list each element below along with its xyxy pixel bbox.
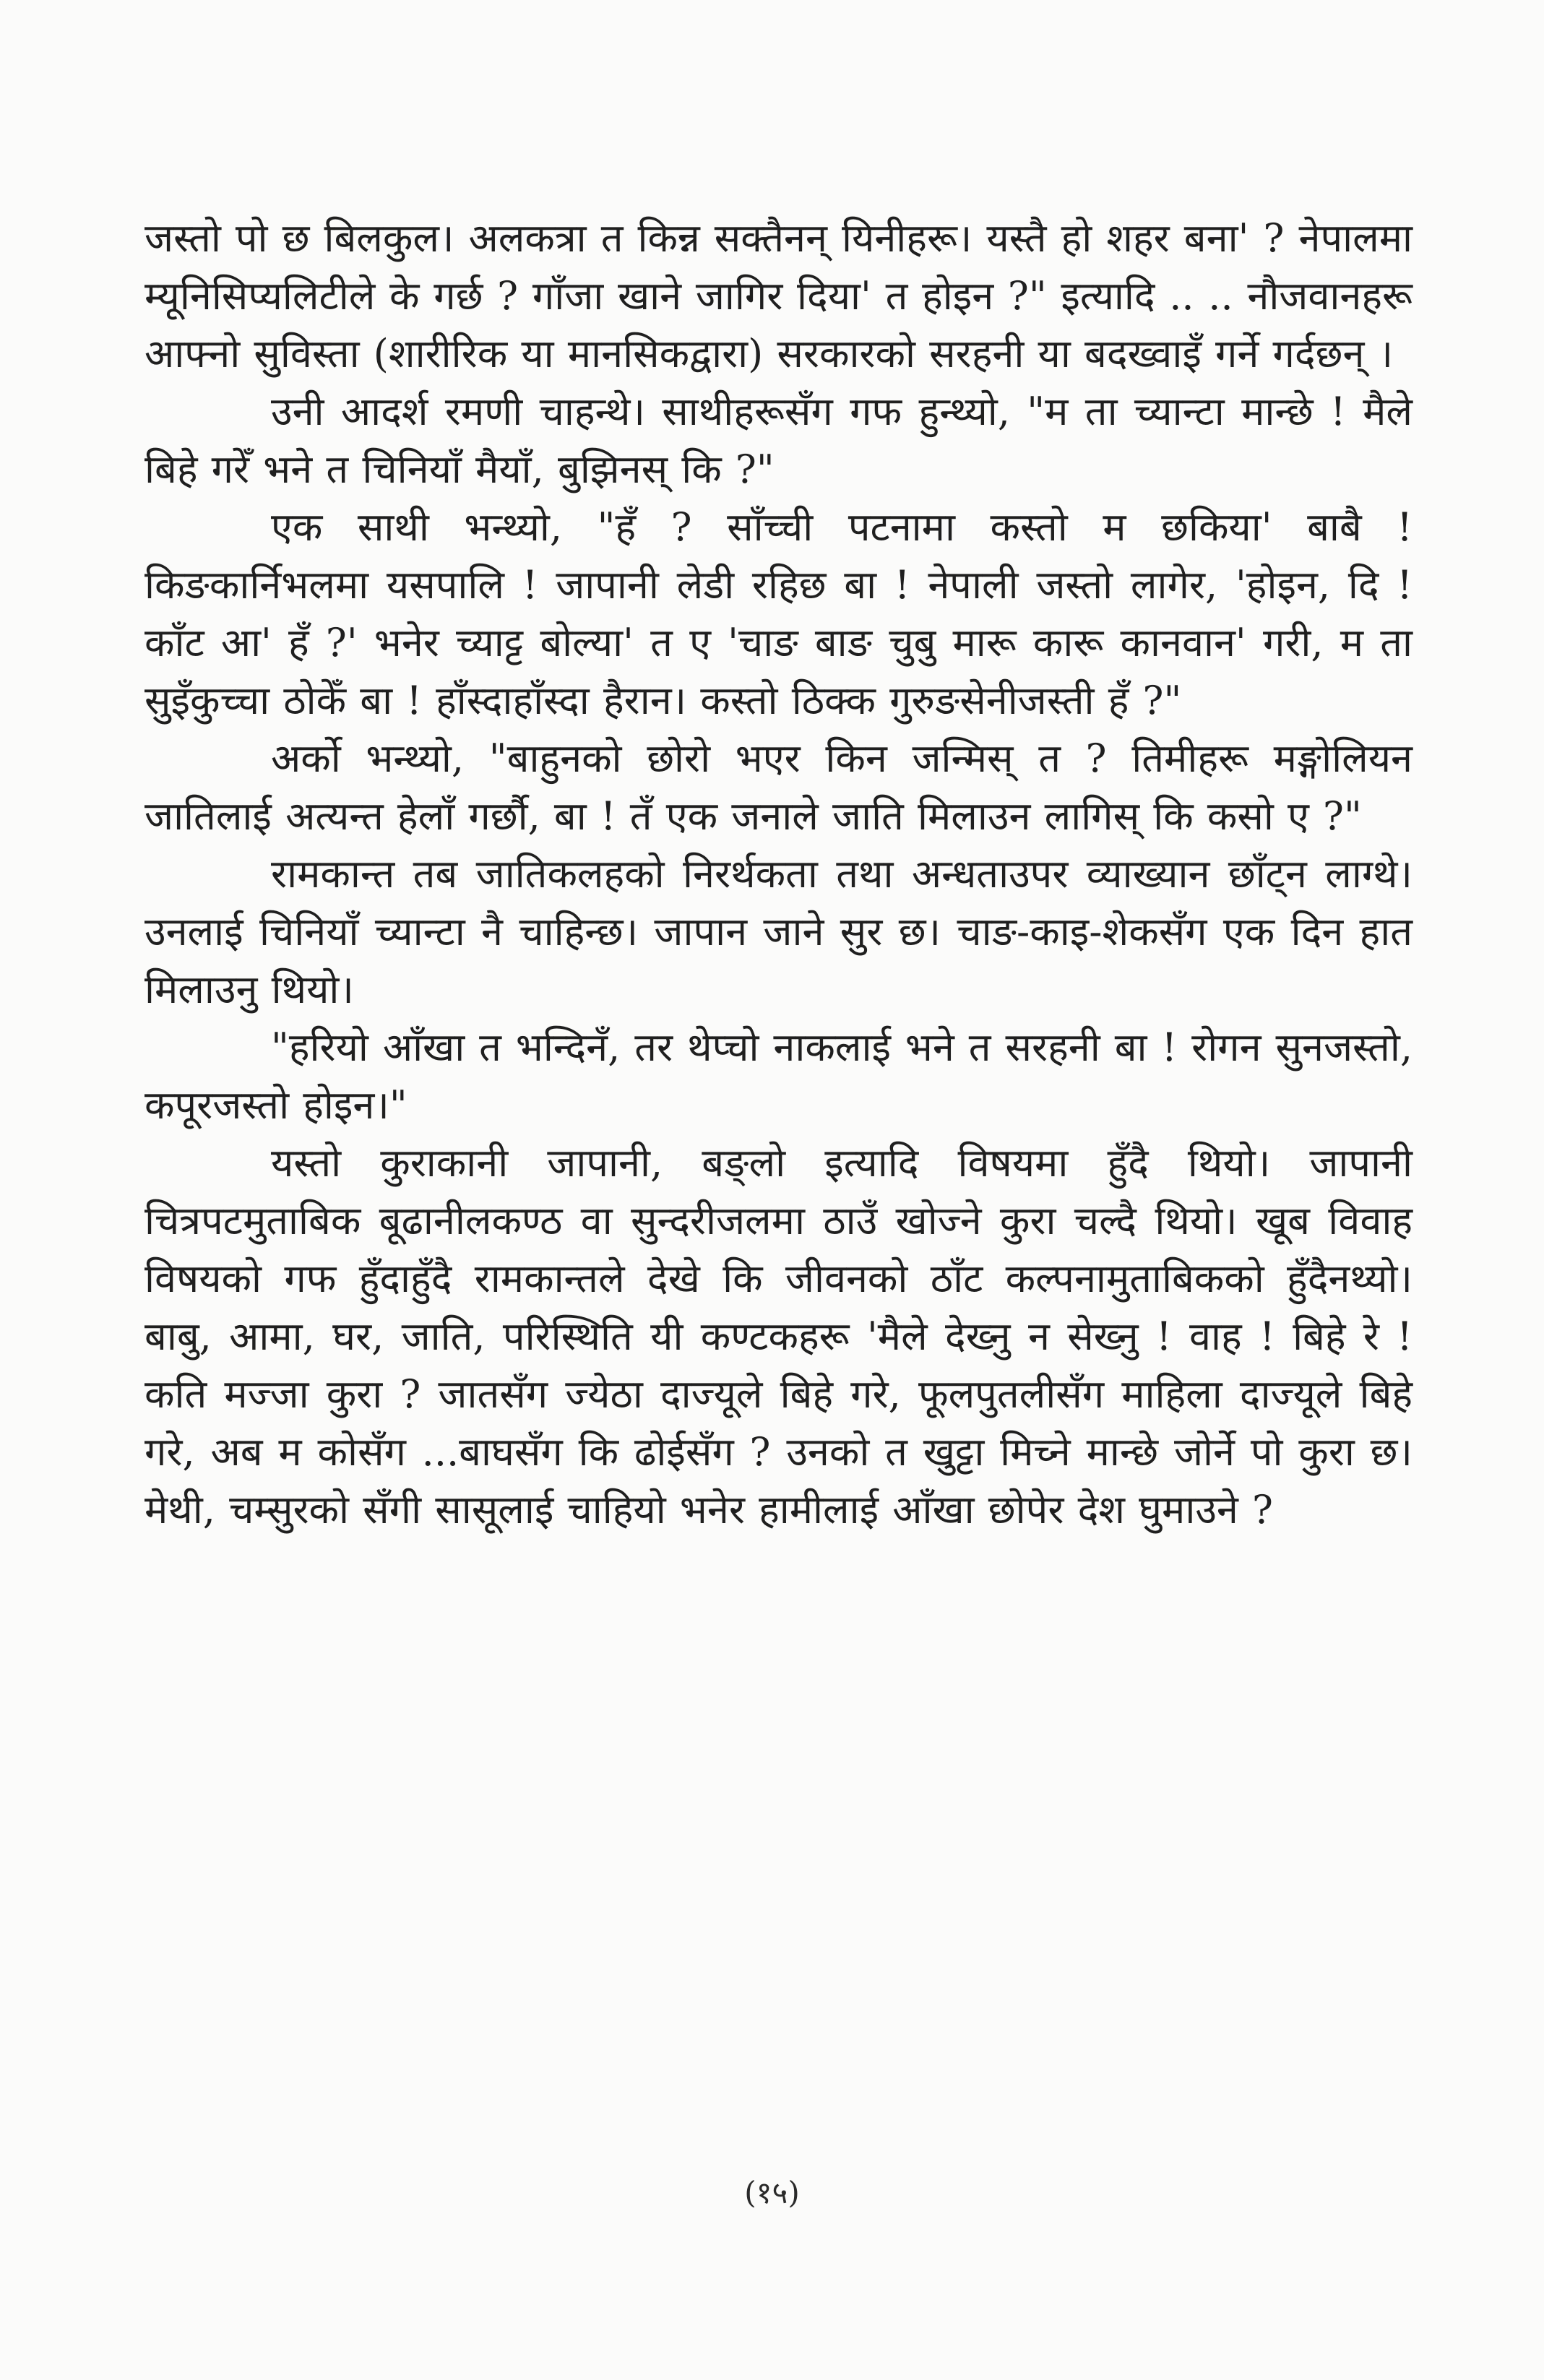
paragraph-2: उनी आदर्श रमणी चाहन्थे। साथीहरूसँग गफ हुन्थ्यो, "म ता च्यान्टा मान्छे ! मैले बिहे गरेँ भने त चिनियाँ मैयाँ, बुझिनस् कि ?" — [145, 389, 1413, 492]
paragraph-5: रामकान्त तब जातिकलहको निरर्थकता तथा अन्धताउपर व्याख्यान छाँट्न लाग्थे। उनलाई चिनियाँ च्यान्टा नै चाहिन्छ। जापान जाने सुर छ। चाङ-काइ-शेकसँग एक दिन हात मिलाउनु थियो। — [145, 851, 1413, 1012]
paragraph-3: एक साथी भन्थ्यो, "हँ ? साँच्ची पटनामा कस्तो म छकिया' बाबै ! किङकार्निभलमा यसपालि ! जापानी लेडी रहिछ बा ! नेपाली जस्तो लागेर, 'होइन, दि ! काँट आ' हँ ?' भनेर च्याट्ट बोल्या' त ए 'चाङ बाङ चुबु मारू कारू कानवान' गरी, म ता सुइँकुच्चा ठोकेँ बा ! हाँस्दाहाँस्दा हैरान। कस्तो ठिक्क गुरुङसेनीजस्ती हँ ?" — [145, 504, 1413, 723]
paragraph-4: अर्को भन्थ्यो, "बाहुनको छोरो भएर किन जन्मिस् त ? तिमीहरू मङ्गोलियन जातिलाई अत्यन्त हेलाँ गर्छौ, बा ! तँ एक जनाले जाति मिलाउन लागिस् कि कसो ए ?" — [145, 736, 1413, 839]
body-text — [145, 210, 1413, 1539]
paragraph-1: जस्तो पो छ बिलकुल। अलकत्रा त किन्न सक्तैनन् यिनीहरू। यस्तै हो शहर बना' ? नेपालमा म्यूनिसिप्यलिटीले के गर्छ ? गाँजा खाने जागिर दिया' त होइन ?" इत्यादि .. .. नौजवानहरू आफ्नो सुविस्ता (शारीरिक या मानसिकद्वारा) सरकारको सरहनी या बदख्वाइँ गर्ने गर्दछन् । — [145, 215, 1413, 376]
paragraph-7: यस्तो कुराकानी जापानी, बङ्लो इत्यादि विषयमा हुँदै थियो। जापानी चित्रपटमुताबिक बूढानीलकण्ठ वा सुन्दरीजलमा ठाउँ खोज्ने कुरा चल्दै थियो। खूब विवाह विषयको गफ हुँदाहुँदै रामकान्तले देखे कि जीवनको ठाँट कल्पनामुताबिकको हुँदैनथ्यो। बाबु, आमा, घर, जाति, परिस्थिति यी कण्टकहरू 'मैले देख्नु न सेख्नु ! वाह ! बिहे रे ! कति मज्जा कुरा ? जातसँग ज्येठा दाज्यूले बिहे गरे, फूलपुतलीसँग माहिला दाज्यूले बिहे गरे, अब म कोसँग ...बाघसँग कि ढोईसँग ? उनको त खुट्टा मिच्ने मान्छे जोर्ने पो कुरा छ। मेथी, चम्सुरको सँगी सासूलाई चाहियो भनेर हामीलाई आँखा छोपेर देश घुमाउने ? — [145, 1140, 1413, 1532]
paragraph-6: "हरियो आँखा त भन्दिनँ, तर थेप्चो नाकलाई भने त सरहनी बा ! रोगन सुनजस्तो, कपूरजस्तो होइन।" — [145, 1025, 1413, 1128]
page-number: (१५) — [744, 2175, 800, 2210]
